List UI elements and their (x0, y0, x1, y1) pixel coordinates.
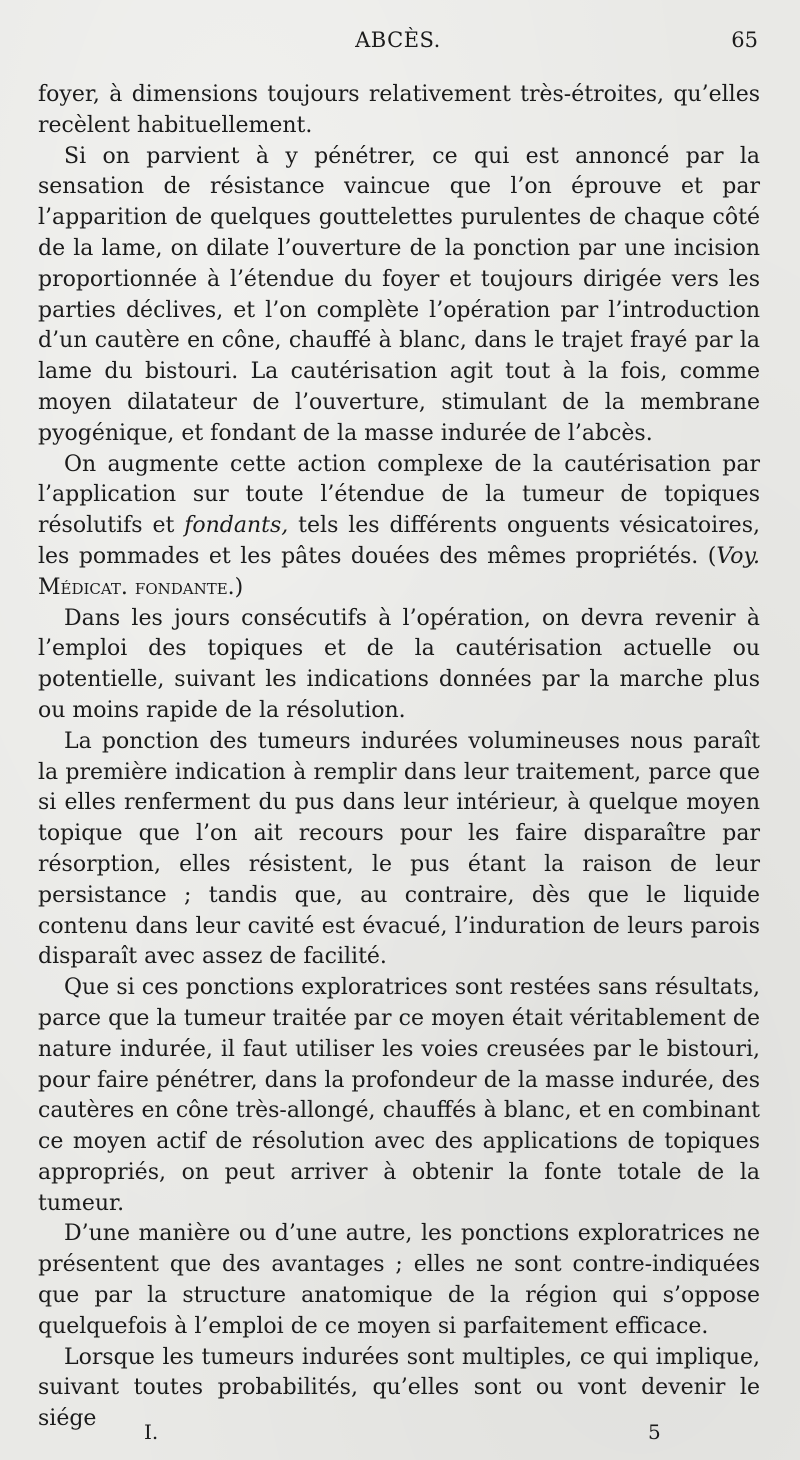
page-body (38, 80, 760, 1435)
paragraph-continued: foyer, à dimensions toujours relativement très-étroites, qu’elles recèlent habituellement. (38, 82, 760, 138)
paragraph: Que si ces ponctions exploratrices sont restées sans résultats, parce que la tumeur traitée par ce moyen était véritablement de nature indurée, il faut utiliser les voies creusées par le bistouri, pour faire pénétrer, dans la profondeur de la masse indurée, des cautères en cône très-allongé, chauffés à blanc, et en combinant ce moyen actif de résolution avec des applications de topiques appropriés, on peut arriver à obtenir la fonte totale de la tumeur. (38, 975, 760, 1216)
signature-mark: I. (144, 1420, 159, 1444)
page-header (38, 28, 758, 58)
paragraph-text: ) (234, 574, 244, 600)
page-number: 65 (731, 28, 758, 52)
paragraph (38, 450, 760, 604)
running-title: ABCÈS. (355, 28, 441, 52)
paragraph: D’une manière ou d’une autre, les ponctions exploratrices ne présentent que des avantages ; elles ne sont contre-indiquées que par la structure anatomique de la région qui s’oppose quelquefois à l’emploi de ce moyen si parfaitement efficace. (38, 1221, 760, 1339)
paragraph-text: tels les différents onguents vésicatoires, les pommades et les pâtes douées des mêmes propriétés. ( (38, 513, 760, 569)
paragraph: Si on parvient à y pénétrer, ce qui est annoncé par la sensation de résistance vaincue que l’on éprouve et par l’apparition de quelques gouttelettes purulentes de chaque côté de la lame, on dilate l’ouverture de la ponction par une incision proportionnée à l’étendue du foyer et toujours dirigée vers les parties déclives, et l’on complète l’opération par l’introduction d’un cautère en cône, chauffé à blanc, dans le trajet frayé par la lame du bistouri. La cautérisation agit tout à la fois, comme moyen dilatateur de l’ouverture, stimulant de la membrane pyogénique, et fondant de la masse indurée de l’abcès. (38, 143, 760, 446)
italic-reference: Voy. (716, 543, 760, 569)
paragraph: Dans les jours consécutifs à l’opération, on devra revenir à l’emploi des topiques et de la cautérisation actuelle ou potentielle, suivant les indications données par la marche plus ou moins rapide de la résolution. (38, 605, 760, 723)
paragraph: Lorsque les tumeurs indurées sont multiples, ce qui implique, suivant toutes probabilités, qu’elles sont ou vont devenir le siége (38, 1344, 760, 1432)
italic-term: fondants, (184, 513, 289, 539)
paragraph: La ponction des tumeurs indurées volumineuses nous paraît la première indication à remplir dans leur traitement, parce que si elles renferment du pus dans leur intérieur, à quelque moyen topique que l’on ait recours pour les faire disparaître par résorption, elles résistent, le pus étant la raison de leur persistance ; tandis que, au contraire, dès que le liquide contenu dans leur cavité est évacué, l’induration de leurs parois disparaît avec assez de facilité. (38, 728, 760, 970)
paragraph-text: On augmente cette action complexe de la cautérisation par l’application sur toute l’étendue de la tumeur de topiques résolutifs et (38, 451, 760, 539)
cross-reference: Médicat. fondante. (38, 574, 235, 600)
folio-number: 5 (648, 1420, 661, 1444)
page-footer (38, 1420, 760, 1448)
